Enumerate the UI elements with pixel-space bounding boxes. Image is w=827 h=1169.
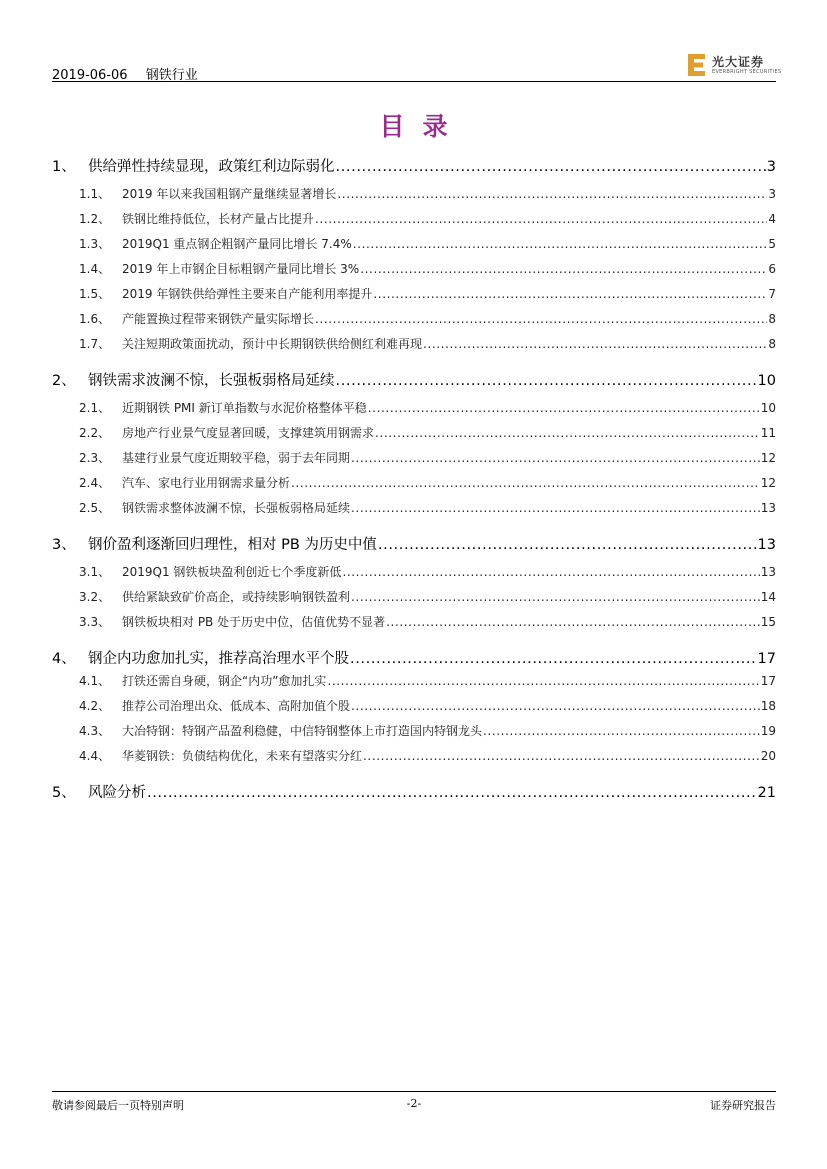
toc-entry-number: 1.2、 [79,212,111,226]
toc-entry-number: 1.6、 [79,312,111,326]
toc-leader-dots [423,337,767,351]
toc-entry-number: 1.7、 [79,337,111,351]
toc-leader-dots [360,262,767,276]
toc-entry-number: 1.1、 [79,187,111,201]
toc-leader-dots [342,565,759,579]
toc-entry-title: 推荐公司治理出众、低成本、高附加值个股 [122,699,351,713]
report-date: 2019-06-06 [52,68,128,83]
toc-entry[interactable] [52,747,776,764]
toc-entry[interactable] [52,474,776,491]
toc-entry[interactable] [52,369,776,390]
toc-entry-title: 钢铁需求波澜不惊，长强板弱格局延续 [88,373,335,389]
header-rule [52,81,776,82]
toc-entry[interactable] [52,235,776,252]
toc-entry[interactable] [52,647,776,668]
toc-entry-number: 1、 [52,159,76,175]
toc-entry-page: 8 [768,337,776,351]
toc-leader-dots [336,373,757,389]
toc-entry-title: 关注短期政策面扰动，预计中长期钢铁供给侧红利难再现 [122,337,423,351]
toc-entry-page: 5 [768,237,776,251]
toc-entry-number: 1.4、 [79,262,111,276]
toc-entry-page: 3 [768,187,776,201]
toc-entry-page: 3 [766,159,776,175]
toc-entry-number: 3.2、 [79,590,111,604]
toc-entry-number: 2.1、 [79,401,111,415]
toc-entry[interactable] [52,399,776,416]
toc-entry[interactable] [52,210,776,227]
toc-entry[interactable] [52,533,776,554]
toc-entry[interactable] [52,697,776,714]
toc-entry-page: 6 [768,262,776,276]
toc-entry[interactable] [52,613,776,630]
toc-leader-dots [483,724,760,738]
toc-entry-number: 3.1、 [79,565,111,579]
toc-entry-number: 4.4、 [79,749,111,763]
toc-entry[interactable] [52,722,776,739]
toc-leader-dots [353,237,768,251]
toc-entry-number: 3.3、 [79,615,111,629]
toc-leader-dots [147,785,757,801]
toc-entry-page: 11 [760,426,776,440]
toc-entry-title: 供给弹性持续显现，政策红利边际弱化 [88,159,335,175]
toc-entry-page: 10 [760,401,776,415]
toc-entry-page: 13 [757,537,776,553]
toc-entry-title: 2019 年以来我国粗钢产量继续显著增长 [122,187,337,201]
logo-en: EVERBRIGHT SECURITIES [712,69,782,75]
toc-leader-dots [291,476,760,490]
toc-entry-title: 2019 年上市钢企目标粗钢产量同比增长 3% [122,262,360,276]
toc-entry-number: 4、 [52,651,76,667]
toc-entry[interactable] [52,285,776,302]
toc-entry[interactable] [52,310,776,327]
toc-entry-page: 19 [760,724,776,738]
toc-leader-dots [375,426,760,440]
toc-entry-title: 供给紧缺致矿价高企，或持续影响钢铁盈利 [122,590,351,604]
toc-entry[interactable] [52,588,776,605]
toc-entry-title: 汽车、家电行业用钢需求量分析 [122,476,291,490]
toc-entry-title: 钢价盈利逐渐回归理性，相对 PB 为历史中值 [88,537,377,553]
toc-entry-title: 2019Q1 钢铁板块盈利创近七个季度新低 [122,565,342,579]
toc-leader-dots [378,537,757,553]
toc-entry[interactable] [52,155,776,176]
toc-entry-number: 2.5、 [79,501,111,515]
toc-entry-number: 4.1、 [79,674,111,688]
toc-entry-title: 大冶特钢：特钢产品盈利稳健，中信特钢整体上市打造国内特钢龙头 [122,724,483,738]
toc-entry-number: 4.3、 [79,724,111,738]
toc-entry-number: 2.2、 [79,426,111,440]
toc-entry-page: 21 [757,785,776,801]
toc-entry-page: 8 [768,312,776,326]
toc-entry-page: 14 [760,590,776,604]
toc-entry-title: 房地产行业景气度显著回暖，支撑建筑用钢需求 [122,426,375,440]
toc-entry-title: 铁钢比维持低位，长材产量占比提升 [122,212,315,226]
toc-entry-page: 13 [760,565,776,579]
toc-entry-page: 17 [757,651,776,667]
toc-entry-page: 12 [760,451,776,465]
toc-entry-number: 2、 [52,373,76,389]
toc-entry-title: 2019 年钢铁供给弹性主要来自产能利用率提升 [122,287,373,301]
toc-entry-title: 近期钢铁 PMI 新订单指数与水泥价格整体平稳 [122,401,367,415]
toc-entry[interactable] [52,672,776,689]
toc-entry[interactable] [52,335,776,352]
toc-leader-dots [386,615,760,629]
toc-entry[interactable] [52,260,776,277]
toc-entry[interactable] [52,449,776,466]
toc-entry[interactable] [52,424,776,441]
toc-leader-dots [368,401,760,415]
toc-leader-dots [327,674,759,688]
report-type: 证券研究报告 [710,1099,776,1112]
toc-leader-dots [337,187,767,201]
toc-leader-dots [351,699,760,713]
toc-entry-title: 2019Q1 重点钢企粗钢产量同比增长 7.4% [122,237,352,251]
industry-label: 钢铁行业 [145,68,198,83]
toc-entry-title: 风险分析 [88,785,146,801]
disclaimer-note: 敬请参阅最后一页特别声明 [52,1099,184,1112]
toc-entry[interactable] [52,185,776,202]
toc-entry-title: 基建行业景气度近期较平稳，弱于去年同期 [122,451,351,465]
toc-leader-dots [336,159,766,175]
toc-entry-page: 17 [760,674,776,688]
toc-entry-page: 10 [757,373,776,389]
toc-entry-page: 20 [760,749,776,763]
toc-leader-dots [363,749,760,763]
page-title: 目录 [379,112,466,141]
toc-entry-title: 钢铁板块相对 PB 处于历史中位，估值优势不显著 [122,615,386,629]
toc-entry-page: 13 [760,501,776,515]
toc-entry-page: 4 [768,212,776,226]
toc-entry-page: 15 [760,615,776,629]
footer-rule [52,1091,776,1092]
toc-leader-dots [350,651,757,667]
toc-leader-dots [315,312,767,326]
toc-leader-dots [373,287,767,301]
toc-entry-title: 产能置换过程带来钢铁产量实际增长 [122,312,315,326]
logo-mark-icon [686,53,708,77]
toc-entry-number: 1.3、 [79,237,111,251]
toc-leader-dots [315,212,767,226]
toc-entry-title: 钢企内功愈加扎实，推荐高治理水平个股 [88,651,349,667]
toc-entry-page: 12 [760,476,776,490]
page-header [52,52,782,83]
toc-leader-dots [351,451,760,465]
toc-entry-number: 4.2、 [79,699,111,713]
page-number: -2- [406,1097,422,1110]
toc-entry-title: 打铁还需自身硬，钢企“内功”愈加扎实 [122,674,327,688]
toc-entry[interactable] [52,499,776,516]
toc-entry-number: 2.4、 [79,476,111,490]
toc-leader-dots [351,590,760,604]
toc-entry[interactable] [52,563,776,580]
toc-entry-page: 7 [768,287,776,301]
toc-entry[interactable] [52,781,776,802]
logo-name: 光大证券 [712,55,765,69]
toc-entry-page: 18 [760,699,776,713]
company-logo [686,52,782,78]
toc-entry-number: 2.3、 [79,451,111,465]
toc-entry-number: 1.5、 [79,287,111,301]
toc-entry-number: 5、 [52,785,76,801]
toc-entry-number: 3、 [52,537,76,553]
toc-leader-dots [351,501,760,515]
toc-entry-title: 钢铁需求整体波澜不惊，长强板弱格局延续 [122,501,351,515]
toc-entry-title: 华菱钢铁：负债结构优化，未来有望落实分红 [122,749,363,763]
